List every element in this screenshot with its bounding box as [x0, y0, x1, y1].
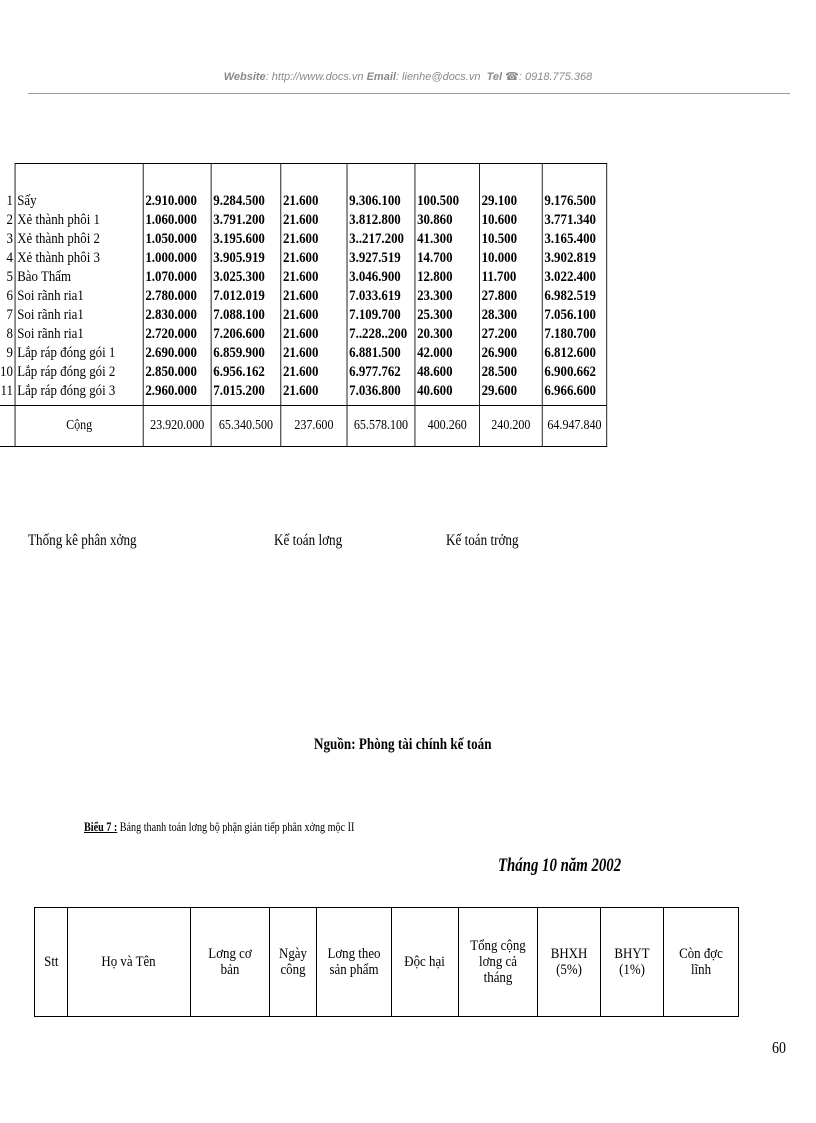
table-row	[0, 230, 607, 249]
table-row	[0, 306, 607, 325]
phone-icon: ☎	[505, 71, 519, 83]
column-header-label: Lơng cơ bản	[208, 946, 252, 978]
value-cell: 27.200	[479, 325, 542, 344]
column-header-label: Độc hại	[404, 954, 446, 970]
department-name: Bào Thẩm	[15, 268, 143, 287]
table-row	[0, 382, 607, 406]
value-cell: 21.600	[281, 164, 347, 211]
value-cell: 29.600	[479, 382, 542, 406]
signature-workshop-statistician: Thống kê phân xởng	[28, 532, 137, 549]
signature-wage-accountant: Kế toán lơng	[274, 532, 343, 549]
value-cell: 7..228..200	[347, 325, 415, 344]
value-cell: 21.600	[281, 211, 347, 230]
row-index: 9	[0, 344, 15, 363]
value-cell: 7.033.619	[347, 287, 415, 306]
column-header-label: Còn đợc lĩnh	[679, 946, 723, 978]
value-cell: 21.600	[281, 363, 347, 382]
table-row	[0, 344, 607, 363]
total-value-cell: 65.578.100	[347, 406, 415, 447]
value-cell: 27.800	[479, 287, 542, 306]
value-cell: 3.771.340	[542, 211, 607, 230]
row-index: 4	[0, 249, 15, 268]
value-cell: 25.300	[415, 306, 480, 325]
row-index: 5	[0, 268, 15, 287]
column-header	[68, 908, 191, 1017]
value-cell: 9.284.500	[211, 164, 281, 211]
table-caption	[84, 819, 354, 835]
value-cell: 7.109.700	[347, 306, 415, 325]
value-cell: 7.015.200	[211, 382, 281, 406]
department-name: Soi rãnh ria1	[15, 325, 143, 344]
value-cell: 2.910.000	[143, 164, 211, 211]
table-row	[0, 268, 607, 287]
value-cell: 9.176.500	[542, 164, 607, 211]
department-name: Xẻ thành phôi 1	[15, 211, 143, 230]
value-cell: 14.700	[415, 249, 480, 268]
value-cell: 30.860	[415, 211, 480, 230]
department-name: Lắp ráp đóng gói 1	[15, 344, 143, 363]
value-cell: 40.600	[415, 382, 480, 406]
total-value-cell: 23.920.000	[143, 406, 211, 447]
signature-chief-accountant: Kế toán trởng	[446, 532, 519, 549]
value-cell: 48.600	[415, 363, 480, 382]
row-index: 2	[0, 211, 15, 230]
value-cell: 3.905.919	[211, 249, 281, 268]
caption-label: Biểu 7 :	[84, 819, 118, 834]
table-row	[0, 211, 607, 230]
column-header	[392, 908, 459, 1017]
value-cell: 11.700	[479, 268, 542, 287]
value-cell: 2.690.000	[143, 344, 211, 363]
value-cell: 28.300	[479, 306, 542, 325]
total-label: Cộng	[15, 406, 143, 447]
value-cell: 7.036.800	[347, 382, 415, 406]
value-cell: 9.306.100	[347, 164, 415, 211]
value-cell: 2.830.000	[143, 306, 211, 325]
value-cell: 2.720.000	[143, 325, 211, 344]
column-header-label: Lơng theo sản phẩm	[327, 946, 381, 978]
page-number: 60	[772, 1038, 786, 1057]
table-row	[0, 325, 607, 344]
value-cell: 21.600	[281, 325, 347, 344]
source-note: Nguồn: Phòng tài chính kế toán	[314, 736, 492, 753]
value-cell: 26.900	[479, 344, 542, 363]
website-label: Website	[223, 71, 266, 83]
department-name: Xẻ thành phôi 3	[15, 249, 143, 268]
value-cell: 6.966.600	[542, 382, 607, 406]
value-cell: 28.500	[479, 363, 542, 382]
value-cell: 21.600	[281, 287, 347, 306]
value-cell: 6.859.900	[211, 344, 281, 363]
column-header	[270, 908, 317, 1017]
value-cell: 6.982.519	[542, 287, 607, 306]
value-cell: 6.812.600	[542, 344, 607, 363]
total-row	[0, 406, 607, 447]
value-cell: 21.600	[281, 382, 347, 406]
value-cell: 21.600	[281, 249, 347, 268]
value-cell: 6.977.762	[347, 363, 415, 382]
department-name: Soi rãnh ria1	[15, 306, 143, 325]
value-cell: 12.800	[415, 268, 480, 287]
value-cell: 6.881.500	[347, 344, 415, 363]
value-cell: 21.600	[281, 344, 347, 363]
row-index: 6	[0, 287, 15, 306]
value-cell: 21.600	[281, 268, 347, 287]
value-cell: 42.000	[415, 344, 480, 363]
payroll-header-table	[34, 907, 739, 1017]
value-cell: 2.780.000	[143, 287, 211, 306]
value-cell: 6.956.162	[211, 363, 281, 382]
tel-label: Tel	[486, 71, 503, 83]
value-cell: 6.900.662	[542, 363, 607, 382]
column-header	[317, 908, 392, 1017]
column-header-label: Stt	[43, 954, 59, 970]
column-header	[191, 908, 270, 1017]
column-header	[459, 908, 538, 1017]
value-cell: 2.850.000	[143, 363, 211, 382]
column-header-label: BHXH (5%)	[550, 946, 588, 978]
total-value-cell: 65.340.500	[211, 406, 281, 447]
table-row	[0, 287, 607, 306]
value-cell: 3.902.819	[542, 249, 607, 268]
value-cell: 3.195.600	[211, 230, 281, 249]
value-cell: 3.022.400	[542, 268, 607, 287]
row-index: 11	[0, 382, 15, 406]
value-cell: 7.012.019	[211, 287, 281, 306]
total-value-cell: 237.600	[281, 406, 347, 447]
value-cell: 23.300	[415, 287, 480, 306]
value-cell: 21.600	[281, 230, 347, 249]
column-header-label: Tổng cộng lơng cả tháng	[470, 938, 526, 986]
value-cell: 41.300	[415, 230, 480, 249]
value-cell: 7.206.600	[211, 325, 281, 344]
header-divider	[28, 93, 790, 94]
value-cell: 3.791.200	[211, 211, 281, 230]
department-name: Xẻ thành phôi 2	[15, 230, 143, 249]
column-header-label: BHYT (1%)	[614, 946, 650, 978]
department-name: Soi rãnh ria1	[15, 287, 143, 306]
value-cell: 100.500	[415, 164, 480, 211]
value-cell: 3..217.200	[347, 230, 415, 249]
table-row	[0, 164, 607, 211]
value-cell: 3.025.300	[211, 268, 281, 287]
department-name: Sấy	[15, 164, 143, 211]
row-index: 3	[0, 230, 15, 249]
row-index: 10	[0, 363, 15, 382]
column-header	[35, 908, 68, 1017]
value-cell: 29.100	[479, 164, 542, 211]
row-index: 8	[0, 325, 15, 344]
value-cell: 10.500	[479, 230, 542, 249]
value-cell: 7.180.700	[542, 325, 607, 344]
table-row	[0, 363, 607, 382]
column-header-label: Ngày công	[279, 946, 307, 978]
column-header	[601, 908, 664, 1017]
column-header-label: Họ và Tên	[101, 954, 157, 970]
value-cell: 10.000	[479, 249, 542, 268]
email-address[interactable]: : lienhe@docs.vn	[395, 71, 481, 83]
value-cell: 3.046.900	[347, 268, 415, 287]
value-cell: 1.000.000	[143, 249, 211, 268]
column-header	[538, 908, 601, 1017]
total-value-cell: 64.947.840	[542, 406, 607, 447]
value-cell: 3.812.800	[347, 211, 415, 230]
value-cell: 1.050.000	[143, 230, 211, 249]
value-cell: 3.927.519	[347, 249, 415, 268]
row-index: 7	[0, 306, 15, 325]
total-value-cell: 400.260	[415, 406, 480, 447]
site-header	[0, 70, 816, 83]
table-row	[0, 249, 607, 268]
value-cell: 3.165.400	[542, 230, 607, 249]
value-cell: 2.960.000	[143, 382, 211, 406]
website-url[interactable]: : http://www.docs.vn	[265, 71, 364, 83]
value-cell: 21.600	[281, 306, 347, 325]
wage-summary-table	[0, 163, 607, 447]
column-header	[664, 908, 739, 1017]
department-name: Lắp ráp đóng gói 3	[15, 382, 143, 406]
value-cell: 10.600	[479, 211, 542, 230]
row-index: 1	[0, 164, 15, 211]
value-cell: 1.070.000	[143, 268, 211, 287]
value-cell: 7.056.100	[542, 306, 607, 325]
department-name: Lắp ráp đóng gói 2	[15, 363, 143, 382]
value-cell: 7.088.100	[211, 306, 281, 325]
tel-number: : 0918.775.368	[518, 71, 593, 83]
value-cell: 20.300	[415, 325, 480, 344]
caption-text: Bảng thanh toán lơng bộ phận gián tiếp phân xởng mộc II	[117, 819, 355, 834]
period-title: Tháng 10 năm 2002	[498, 855, 622, 876]
total-value-cell: 240.200	[479, 406, 542, 447]
value-cell: 1.060.000	[143, 211, 211, 230]
email-label: Email	[366, 71, 396, 83]
